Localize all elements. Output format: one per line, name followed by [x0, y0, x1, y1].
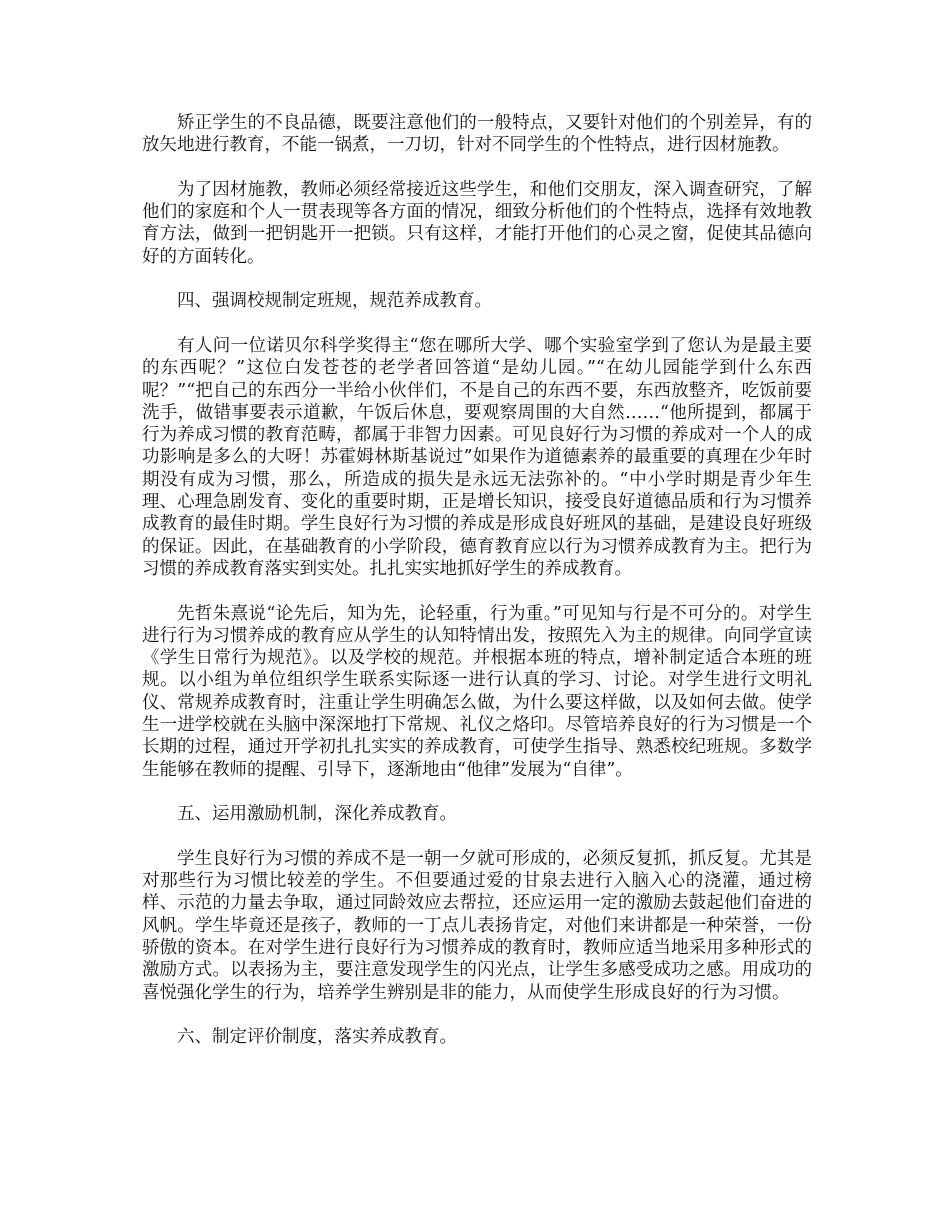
section-heading-4: 四、强调校规制定班规，规范养成教育。	[177, 291, 492, 312]
paragraph-3: 有人问一位诺贝尔科学奖得主“您在哪所大学、哪个实验室学到了您认为是最主要的东西呢？”这位白发苍苍的老学者回答道“是幼儿园。”“在幼儿园能学到什么东西呢？”“把自己的东西分一半给小伙伴们，不是自己的东西不要，东西放整齐，吃饭前要洗手，做错事要表示道歉，午饭后休息，要观察周围的大自然……“他所提到，都属于行为养成习惯的教育范畴，都属于非智力因素。可见良好行为习惯的养成对一个人的成功影响是多么的大呀！苏霍姆林斯基说过”如果作为道德素养的最重要的真理在少年时期没有成为习惯，那么，所造成的损失是永远无法弥补的。“中小学时期是青少年生理、心理急剧发育、变化的重要时期，正是增长知识，接受良好道德品质和行为习惯养成教育的最佳时期。学生良好行为习惯的养成是形成良好班风的基础，是建设良好班级的保证。因此，在基础教育的小学阶段，德育教育应以行为习惯养成教育为主。把行为习惯的养成教育落实到实处。扎扎实实地抓好学生的养成教育。	[142, 335, 812, 579]
section-heading-6: 六、制定评价制度，落实养成教育。	[177, 1027, 457, 1048]
document-body	[142, 112, 812, 1071]
paragraph-4: 先哲朱熹说“论先后，知为先，论轻重，行为重。”可见知与行是不可分的。对学生进行行为习惯养成的教育应从学生的认知特情出发，按照先入为主的规律。向同学宣读《学生日常行为规范》。以及学校的规范。并根据本班的特点，增补制定适合本班的班规。以小组为单位组织学生联系实际逐一进行认真的学习、讨论。对学生进行文明礼仪、常规养成教育时，注重让学生明确怎么做，为什么要这样做，以及如何去做。使学生一进学校就在头脑中深深地打下常规、礼仪之烙印。尽管培养良好的行为习惯是一个长期的过程，通过开学初扎扎实实的养成教育，可使学生指导、熟悉校纪班规。多数学生能够在教师的提醒、引导下，逐渐地由“他律”发展为“自律”。	[142, 603, 812, 780]
paragraph-1: 矫正学生的不良品德，既要注意他们的一般特点，又要针对他们的个别差异，有的放矢地进行教育，不能一锅煮，一刀切，针对不同学生的个性特点，进行因材施教。	[142, 113, 812, 156]
paragraph-5: 学生良好行为习惯的养成不是一朝一夕就可形成的，必须反复抓，抓反复。尤其是对那些行为习惯比较差的学生。不但要通过爱的甘泉去进行入脑入心的浇灌，通过榜样、示范的力量去争取，通过同龄效应去帮拉，还应运用一定的激励去鼓起他们奋进的风帆。学生毕竟还是孩子，教师的一丁点儿表扬肯定，对他们来讲都是一种荣誉，一份骄傲的资本。在对学生进行良好行为习惯养成的教育时，教师应适当地采用多种形式的激励方式。以表扬为主，要注意发现学生的闪光点，让学生多感受成功之感。用成功的喜悦强化学生的行为，培养学生辨别是非的能力，从而使学生形成良好的行为习惯。	[142, 848, 812, 1003]
section-heading-5: 五、运用激励机制，深化养成教育。	[177, 804, 457, 825]
paragraph-2: 为了因材施教，教师必须经常接近这些学生，和他们交朋友，深入调查研究，了解他们的家庭和个人一贯表现等各方面的情况，细致分析他们的个性特点，选择有效地教育方法，做到一把钥匙开一把锁。只有这样，才能打开他们的心灵之窗，促使其品德向好的方面转化。	[142, 179, 812, 267]
